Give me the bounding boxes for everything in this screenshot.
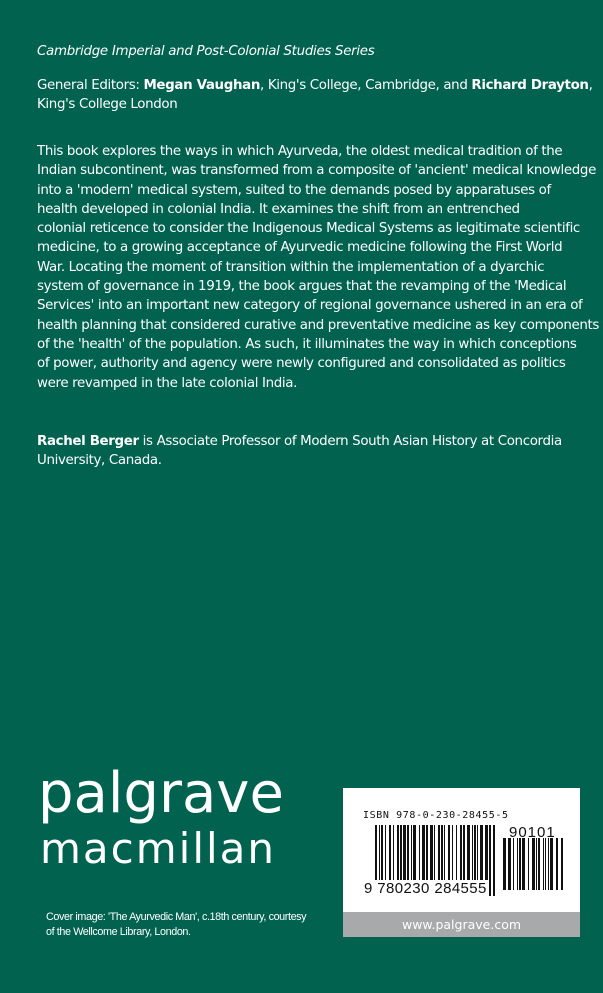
barcode-bar — [545, 838, 546, 890]
barcode-bar — [556, 838, 558, 890]
price-code: 90101 — [509, 824, 556, 841]
editor-affiliation: , King's College London — [37, 78, 593, 112]
caption-line: of the Wellcome Library, London. — [46, 926, 191, 938]
publisher-logo-macmillan: macmillan — [40, 824, 277, 873]
barcode-bar — [513, 838, 514, 890]
barcode-bar — [532, 838, 535, 890]
description-line: of the 'health' of the population. As such, it illuminates the way in which conceptions — [37, 336, 577, 352]
barcode-panel — [343, 788, 580, 937]
barcode-bar — [536, 838, 537, 890]
cover-image-credit — [46, 910, 338, 940]
editors-label: General Editors: — [37, 78, 144, 93]
editor-affiliation: , King's College, Cambridge, and — [260, 78, 472, 93]
barcode-bar — [519, 838, 521, 890]
editor-name: Richard Drayton — [471, 78, 589, 93]
book-description — [37, 142, 599, 393]
barcode-bar — [493, 825, 495, 896]
publisher-website: www.palgrave.com — [343, 912, 580, 937]
description-line: health planning that considered curative and preventative medicine as key components — [37, 317, 600, 333]
description-line: were revamped in the late colonial India. — [37, 375, 298, 391]
description-line: colonial reticence to consider the Indigenous Medical Systems as legitimate scientific — [37, 221, 580, 237]
isbn: ISBN 978-0-230-28455-5 — [363, 810, 509, 821]
barcode-bar — [538, 838, 540, 890]
general-editors — [37, 76, 597, 114]
editor-name: Megan Vaughan — [143, 78, 261, 93]
description-line: medicine, to a growing acceptance of Ayurvedic medicine following the First World — [37, 240, 563, 256]
bio-text: is Associate Professor of Modern South Asian History at Concordia — [138, 434, 562, 449]
description-line: health developed in colonial India. It examines the shift from an entrenched — [37, 201, 520, 217]
barcode-bar — [489, 825, 491, 896]
barcode-bar — [503, 838, 506, 890]
barcode-bar — [543, 838, 544, 890]
author-bio — [37, 432, 562, 470]
barcode-bar — [508, 838, 511, 890]
barcode-bar — [548, 838, 549, 890]
description-line: of power, authority and agency were newly configured and consolidated as politics — [37, 356, 566, 372]
caption-line: Cover image: 'The Ayurvedic Man', c.18th century, courtesy — [46, 911, 307, 923]
publisher-logo-palgrave: palgrave — [38, 761, 284, 826]
description-line: system of governance in 1919, the book argues that the revamping of the 'Medical — [37, 279, 567, 295]
description-line: War. Locating the moment of transition within the implementation of a dyarchic — [37, 259, 545, 275]
bio-text: University, Canada. — [37, 453, 162, 468]
description-line: This book explores the ways in which Ayurveda, the oldest medical tradition of the — [37, 144, 563, 159]
description-line: into a 'modern' medical system, suited to the demands posed by apparatuses of — [37, 182, 551, 198]
barcode-bar — [528, 838, 529, 890]
barcode-bar — [550, 838, 553, 890]
barcode-bar — [522, 838, 525, 890]
description-line: Services' into an important new category of regional governance ushered in an era of — [37, 298, 583, 314]
author-name: Rachel Berger — [37, 434, 139, 449]
description-line: Indian subcontinent, was transformed from a composite of 'ancient' medical knowledge — [37, 163, 596, 179]
ean-number: 9 780230 284555 — [364, 880, 487, 897]
series-title: Cambridge Imperial and Post-Colonial Studies Series — [37, 44, 375, 59]
barcode-bar — [561, 838, 563, 890]
barcode-bar — [517, 838, 518, 890]
